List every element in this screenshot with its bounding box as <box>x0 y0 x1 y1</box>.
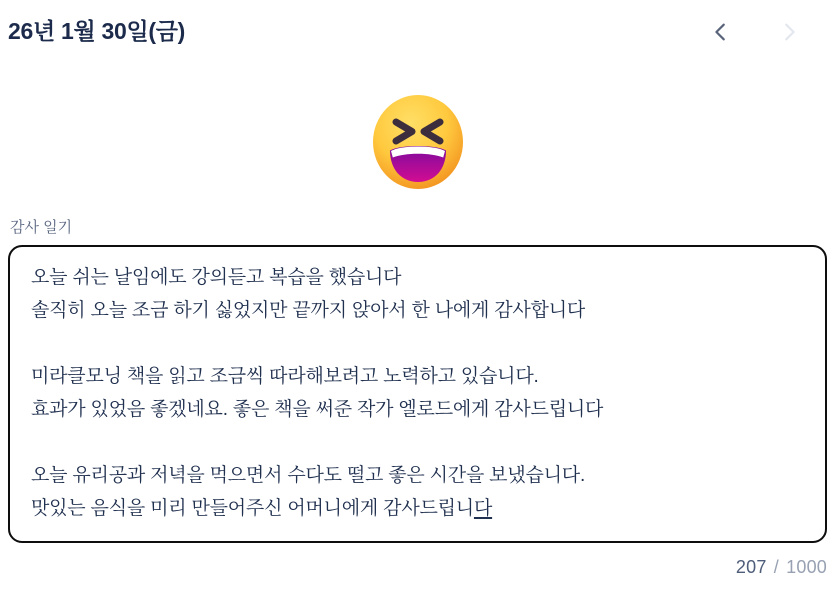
diary-line-text: 맛있는 음식을 미리 만들어주신 어머니에게 감사드립니 <box>31 498 474 519</box>
prev-day-button[interactable] <box>709 20 733 44</box>
grinning-squinting-face-icon <box>368 180 468 195</box>
char-count-separator: / <box>773 557 779 577</box>
diary-text-area[interactable] <box>8 245 827 543</box>
diary-line <box>31 327 804 360</box>
diary-line: 오늘 유리공과 저녁을 먹으면서 수다도 떨고 좋은 시간을 보냈습니다. <box>31 465 586 486</box>
chevron-left-icon <box>710 21 732 43</box>
diary-line: 미라클모닝 책을 읽고 조금씩 따라해보려고 노력하고 있습니다. <box>31 366 539 387</box>
char-counter <box>8 557 827 578</box>
ime-composing-char: 다 <box>473 498 493 519</box>
diary-line: 효과가 있었음 좋겠네요. 좋은 책을 써준 작가 엘로드에게 감사드립니다 <box>31 399 604 420</box>
diary-line <box>31 426 804 459</box>
char-count-limit: 1000 <box>786 557 827 577</box>
char-count-current: 207 <box>735 557 767 577</box>
chevron-right-icon <box>778 21 800 43</box>
diary-line: 오늘 쉬는 날임에도 강의듣고 복습을 했습니다 <box>31 267 402 288</box>
mood-emoji-row <box>8 92 827 192</box>
page-header <box>8 16 827 46</box>
diary-label: 감사 일기 <box>10 219 73 236</box>
page-title: 26년 1월 30일(금) <box>8 18 186 44</box>
next-day-button[interactable] <box>777 20 801 44</box>
diary-line <box>31 492 804 525</box>
diary-line: 솔직히 오늘 조금 하기 싫었지만 끝까지 앉아서 한 나에게 감사합니다 <box>31 300 586 321</box>
mood-emoji-button[interactable] <box>368 92 468 192</box>
day-navigation <box>709 20 801 44</box>
